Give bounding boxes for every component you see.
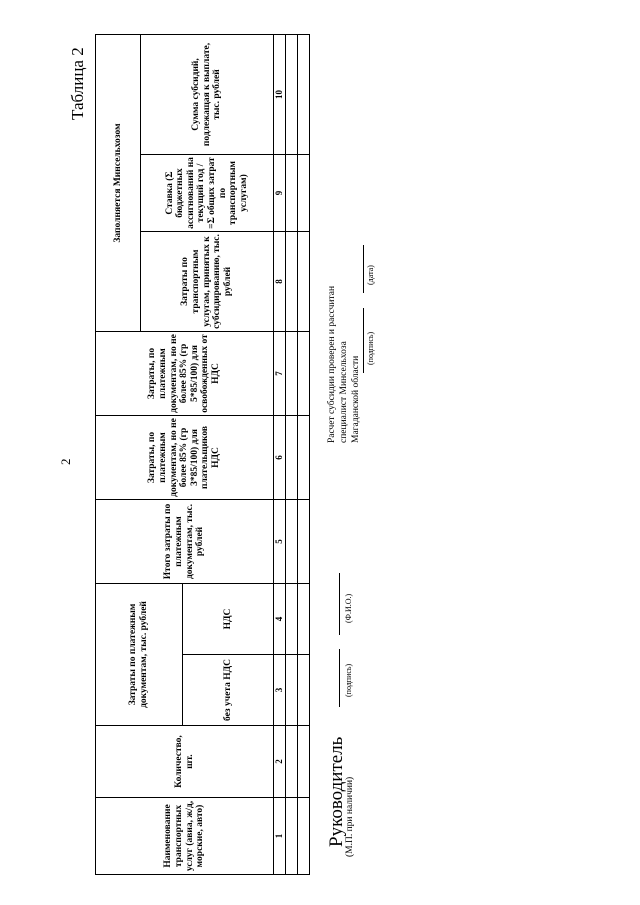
header-total: Итого затраты по платежным документам, тыс. рублей (96, 499, 274, 583)
table-row (286, 34, 298, 874)
header-rate: Ставка (Σ бюджетных ассигнований на текущий год / =Σ общих затрат по транспортным услугам) (141, 154, 274, 231)
header-accepted-costs: Затраты по транспортным услугам, принятых к субсидированию, тыс. рублей (141, 231, 274, 331)
column-number: 3 (274, 655, 286, 726)
column-number: 4 (274, 583, 286, 654)
header-subsidy-amount: Сумма субсидий, подлежащая к выплате, тыс. рублей (141, 34, 274, 154)
head-title: Руководитель (326, 736, 347, 847)
head-signature-line (339, 649, 340, 707)
header-service-name: Наименование транспортных услуг (авиа, ж/д, морские, авто) (96, 798, 274, 875)
page-number: 2 (58, 458, 73, 465)
header-ministry-group: Заполняется Минсельхозом (96, 34, 141, 331)
subsidy-table (95, 34, 310, 875)
column-number: 1 (274, 798, 286, 875)
verification-line-2: специалист Минсельхоза (339, 341, 349, 443)
header-costs-group: Затраты по платежным документам, тыс. рублей (96, 583, 183, 725)
table-caption: Таблица 2 (68, 47, 87, 120)
head-name-caption: (Ф.И.О.) (344, 593, 353, 623)
column-number: 5 (274, 499, 286, 583)
table-row (298, 34, 310, 874)
date-caption: (дата) (366, 265, 375, 285)
header-vat-payers: Затраты, по платежным документам, но не более 85% (гр 3*85/100) для плательщиков НДС (96, 415, 274, 499)
column-number: 7 (274, 331, 286, 415)
head-signature-caption: (подпись) (344, 663, 353, 697)
seal-note: (М.П. при наличии) (345, 776, 355, 857)
ministry-signature-line (363, 308, 364, 373)
header-vat-exempt: Затраты, по платежным документам, но не более 85% (гр 5*85/100) для освобожденных от НДС (96, 331, 274, 415)
column-number: 6 (274, 415, 286, 499)
head-name-line (339, 573, 340, 635)
column-number: 9 (274, 154, 286, 231)
column-number: 8 (274, 231, 286, 331)
verification-line-1: Расчет субсидии проверен и рассчитан (327, 285, 337, 443)
column-number: 2 (274, 726, 286, 798)
verification-line-3: Магаданской области (351, 355, 361, 443)
date-line (363, 245, 364, 293)
header-without-vat: без учета НДС (183, 655, 274, 726)
ministry-signature-caption: (подпись) (366, 331, 375, 365)
column-number: 10 (274, 34, 286, 154)
header-vat: НДС (183, 583, 274, 654)
header-quantity: Количество, шт. (96, 726, 274, 798)
